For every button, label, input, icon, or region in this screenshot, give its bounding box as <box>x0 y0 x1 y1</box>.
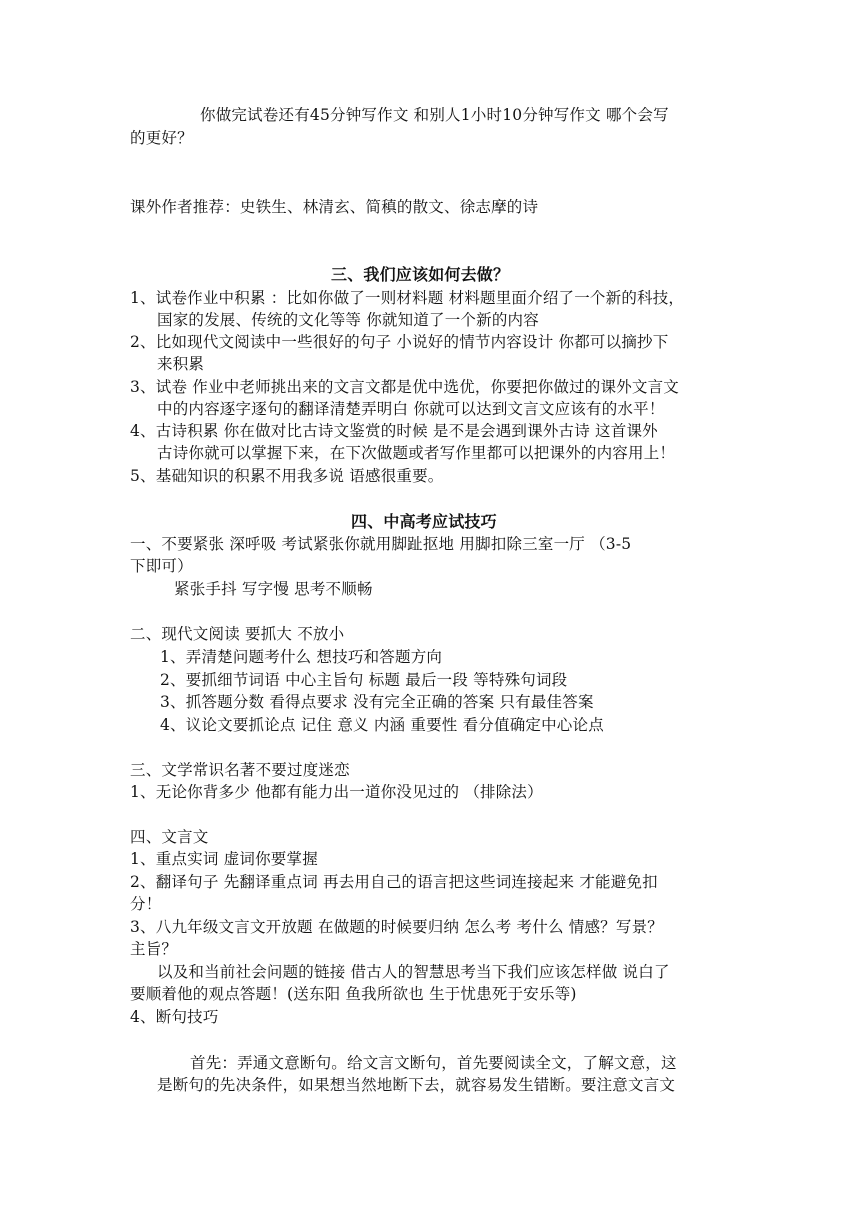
part-4-item-2-line-2: 分！ <box>130 895 162 913</box>
part-4-item-4: 4、断句技巧 <box>130 1008 219 1026</box>
section-3-item-1-line-2: 国家的发展、传统的文化等等 你就知道了一个新的内容 <box>157 311 539 329</box>
part-2-title: 二、现代文阅读 要抓大 不放小 <box>130 625 345 643</box>
recommended-authors: 课外作者推荐：史铁生、林清玄、简稹的散文、徐志摩的诗 <box>130 198 539 216</box>
part-2-item-2: 2、要抓细节词语 中心主旨句 标题 最后一段 等特殊句词段 <box>160 671 568 689</box>
part-4-item-1: 1、重点实词 虚词你要掌握 <box>130 850 318 868</box>
intro-line-2: 的更好？ <box>130 129 193 147</box>
part-4-item-3-line-1: 3、八九年级文言文开放题 在做题的时候要归纳 怎么考 考什么 情感？写景？ <box>130 918 663 936</box>
section-3-item-2-line-2: 来积累 <box>157 355 205 373</box>
part-3-item-1: 1、无论你背多少 他都有能力出一道你没见过的 （排除法） <box>130 783 543 801</box>
section-3-item-1-line-1: 1、试卷作业中积累 ：比如你做了一则材料题 材料题里面介绍了一个新的科技， <box>130 289 685 307</box>
intro-line-1: 你做完试卷还有45分钟写作文 和别人1小时10分钟写作文 哪个会写 <box>200 106 669 124</box>
paragraph-line-2: 是断句的先决条件，如果想当然地断下去，就容易发生错断。要注意文言文 <box>157 1076 676 1094</box>
part-1-line-2: 下即可） <box>130 557 193 575</box>
section-3-heading: 三、我们应该如何去做？ <box>331 265 510 284</box>
part-4-item-3-line-3: 以及和当前社会问题的链接 借古人的智慧思考当下我们应该怎样做 说白了 <box>157 963 670 981</box>
part-2-item-3: 3、抓答题分数 看得点要求 没有完全正确的答案 只有最佳答案 <box>160 693 594 711</box>
part-1-line-3: 紧张手抖 写字慢 思考不顺畅 <box>174 580 373 598</box>
paragraph-line-1: 首先：弄通文意断句。给文言文断句，首先要阅读全文，了解文意，这 <box>190 1054 677 1072</box>
part-2-item-1: 1、弄清楚问题考什么 想技巧和答题方向 <box>160 648 443 666</box>
part-4-item-3-line-4: 要顺着他的观点答题！(送东阳 鱼我所欲也 生于忧患死于安乐等) <box>130 985 577 1003</box>
section-3-item-2-line-1: 2、比如现代文阅读中一些很好的句子 小说好的情节内容设计 你都可以摘抄下 <box>130 333 669 351</box>
part-1-line-1: 一、不要紧张 深呼吸 考试紧张你就用脚趾抠地 用脚扣除三室一厅 （3-5 <box>130 535 632 553</box>
section-3-item-5: 5、基础知识的积累不用我多说 语感很重要。 <box>130 467 444 485</box>
section-3-item-4-line-1: 4、古诗积累 你在做对比古诗文鉴赏的时候 是不是会遇到课外古诗 这首课外 <box>130 422 658 440</box>
part-4-item-3-line-2: 主旨？ <box>130 940 178 958</box>
part-3-title: 三、文学常识名著不要过度迷恋 <box>130 761 350 779</box>
section-3-item-4-line-2: 古诗你就可以掌握下来，在下次做题或者写作里都可以把课外的内容用上！ <box>157 444 676 462</box>
section-3-item-3-line-1: 3、试卷 作业中老师挑出来的文言文都是优中选优，你要把你做过的课外文言文 <box>130 378 679 396</box>
section-3-item-3-line-2: 中的内容逐字逐句的翻译清楚弄明白 你就可以达到文言文应该有的水平！ <box>157 400 665 418</box>
part-4-item-2-line-1: 2、翻译句子 先翻译重点词 再去用自己的语言把这些词连接起来 才能避免扣 <box>130 873 658 891</box>
section-4-heading: 四、中高考应试技巧 <box>351 512 497 531</box>
part-2-item-4: 4、议论文要抓论点 记住 意义 内涵 重要性 看分值确定中心论点 <box>160 716 604 734</box>
part-4-title: 四、文言文 <box>130 828 209 846</box>
